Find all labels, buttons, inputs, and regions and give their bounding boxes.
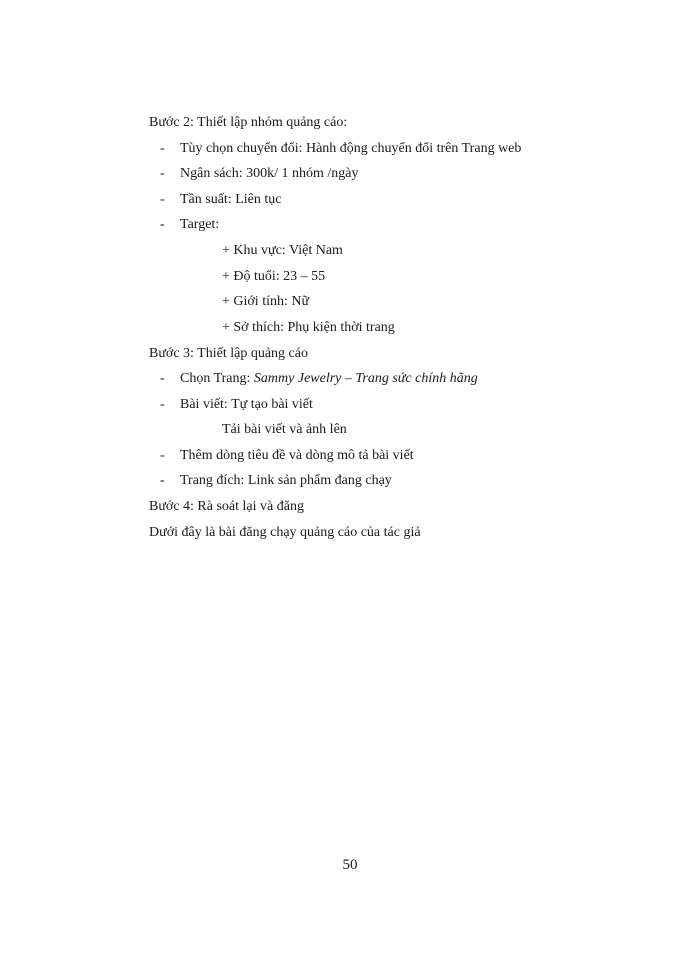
step2-item-target: Target: xyxy=(180,217,220,232)
bullet-dash: - xyxy=(160,473,165,488)
bullet-dash: - xyxy=(160,397,165,412)
target-age: + Độ tuổi: 23 – 55 xyxy=(222,269,326,284)
step4-heading: Bước 4: Rà soát lại và đăng xyxy=(149,499,304,514)
closing-text: Dưới đây là bài đăng chạy quảng cáo của tác giả xyxy=(149,525,421,540)
target-region: + Khu vực: Việt Nam xyxy=(222,243,343,258)
bullet-dash: - xyxy=(160,166,165,181)
step2-heading: Bước 2: Thiết lập nhóm quảng cáo: xyxy=(149,115,348,130)
step3-item-page xyxy=(180,370,478,388)
step2-item-frequency: Tần suất: Liên tục xyxy=(180,192,282,207)
step3-post-sub: Tải bài viết và ảnh lên xyxy=(222,422,347,437)
bullet-dash: - xyxy=(160,217,165,232)
page-number: 50 xyxy=(342,857,358,873)
bullet-dash: - xyxy=(160,141,165,156)
page-name: Sammy Jewelry – Trang sức chính hãng xyxy=(253,371,478,386)
target-interest: + Sở thích: Phụ kiện thời trang xyxy=(222,320,395,335)
bullet-dash: - xyxy=(160,192,165,207)
step2-item-conversion: Tùy chọn chuyển đổi: Hành động chuyển đổi trên Trang web xyxy=(180,141,522,156)
bullet-dash: - xyxy=(160,371,165,386)
step3-item-title: Thêm dòng tiêu đề và dòng mô tả bài viết xyxy=(180,448,414,463)
page-label: Chọn Trang: xyxy=(180,371,251,386)
step3-item-post: Bài viết: Tự tạo bài viết xyxy=(180,397,313,412)
step3-heading: Bước 3: Thiết lập quảng cáo xyxy=(149,346,308,361)
bullet-dash: - xyxy=(160,448,165,463)
target-gender: + Giới tính: Nữ xyxy=(222,294,310,309)
step3-item-landing: Trang đích: Link sản phẩm đang chạy xyxy=(180,473,392,488)
step2-item-budget: Ngân sách: 300k/ 1 nhóm /ngày xyxy=(180,166,359,181)
